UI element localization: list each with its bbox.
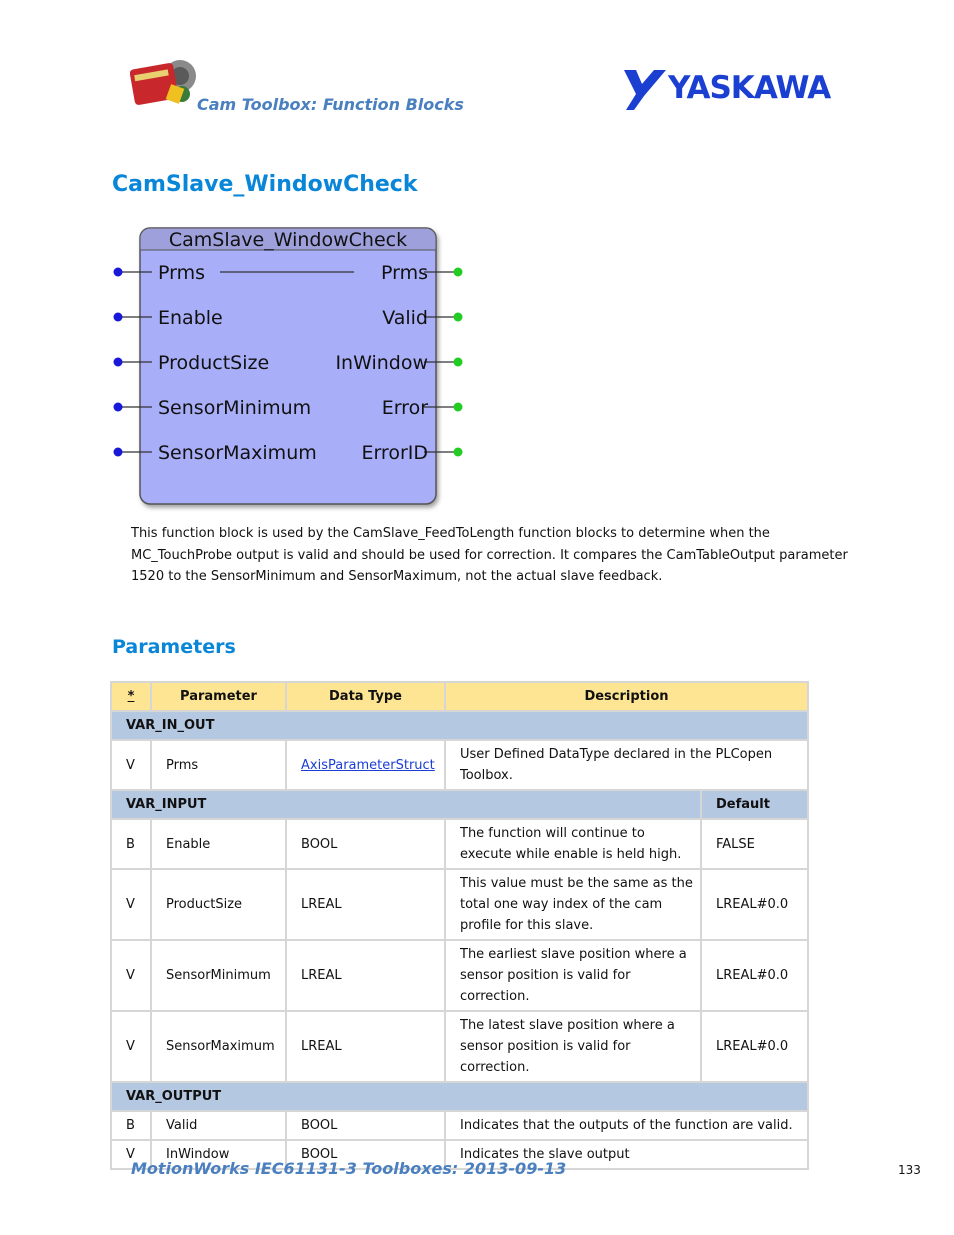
intro-line: MC_TouchProbe output is valid and should be used for correction. It compares the CamTableOutput parameter bbox=[131, 547, 848, 563]
param-description: Indicates the slave output bbox=[445, 1140, 808, 1169]
param-description: User Defined DataType declared in the PLCopen Toolbox. bbox=[445, 740, 808, 790]
table-row bbox=[111, 940, 808, 1011]
footer-title: MotionWorks IEC61131-3 Toolboxes: 2013-09-13 bbox=[131, 1159, 567, 1178]
header-parameter: Parameter bbox=[151, 682, 286, 711]
param-type: BOOL bbox=[286, 819, 445, 869]
param-kind: V bbox=[111, 869, 151, 940]
table-header-row bbox=[111, 682, 808, 711]
param-kind: B bbox=[111, 1111, 151, 1140]
output-pin-label: ErrorID bbox=[361, 442, 428, 464]
section-row bbox=[111, 711, 808, 740]
header-description: Description bbox=[445, 682, 808, 711]
param-type: LREAL bbox=[286, 940, 445, 1011]
cam-toolbox-logo-icon bbox=[130, 56, 198, 108]
page-title: CamSlave_WindowCheck bbox=[112, 172, 418, 197]
param-description: This value must be the same as the total one way index of the cam profile for this slave. bbox=[445, 869, 701, 940]
output-pin-dot bbox=[454, 268, 463, 277]
page-number: 133 bbox=[898, 1163, 921, 1177]
header-star-label: * bbox=[127, 689, 135, 704]
header-default: Default bbox=[701, 790, 808, 819]
output-pin-dot bbox=[454, 448, 463, 457]
input-pin-dot bbox=[114, 268, 123, 277]
param-name: InWindow bbox=[151, 1140, 286, 1169]
param-name: Enable bbox=[151, 819, 286, 869]
header-data-type: Data Type bbox=[286, 682, 445, 711]
param-name: SensorMinimum bbox=[151, 940, 286, 1011]
param-kind: V bbox=[111, 740, 151, 790]
input-pin-dot bbox=[114, 403, 123, 412]
param-name: ProductSize bbox=[151, 869, 286, 940]
param-default: LREAL#0.0 bbox=[701, 1011, 808, 1082]
output-pin-label: Valid bbox=[382, 307, 428, 329]
param-type: BOOL bbox=[286, 1140, 445, 1169]
param-kind: V bbox=[111, 1011, 151, 1082]
input-pin-label: SensorMaximum bbox=[158, 442, 317, 464]
section-label: VAR_INPUT bbox=[111, 790, 701, 819]
output-pin-dot bbox=[454, 358, 463, 367]
yaskawa-logo bbox=[622, 66, 844, 112]
function-block-diagram bbox=[108, 222, 478, 512]
intro-text bbox=[131, 523, 851, 588]
section-row bbox=[111, 1082, 808, 1111]
section-label: VAR_IN_OUT bbox=[111, 711, 808, 740]
param-name: SensorMaximum bbox=[151, 1011, 286, 1082]
section-label: VAR_OUTPUT bbox=[111, 1082, 808, 1111]
param-type-link[interactable]: AxisParameterStruct bbox=[301, 757, 435, 773]
intro-line: This function block is used by the CamSlave_FeedToLength function blocks to determine when the bbox=[131, 526, 770, 541]
table-row bbox=[111, 869, 808, 940]
parameters-heading: Parameters bbox=[112, 636, 236, 658]
param-type bbox=[286, 740, 445, 790]
parameter-table bbox=[110, 681, 809, 1170]
param-kind: B bbox=[111, 819, 151, 869]
header-title: Cam Toolbox: Function Blocks bbox=[197, 95, 464, 114]
header-star bbox=[111, 682, 151, 711]
block-title: CamSlave_WindowCheck bbox=[168, 229, 408, 251]
input-pin-dot bbox=[114, 358, 123, 367]
table-row bbox=[111, 1111, 808, 1140]
table-row bbox=[111, 819, 808, 869]
param-type: LREAL bbox=[286, 869, 445, 940]
param-description: The latest slave position where a sensor position is valid for correction. bbox=[445, 1011, 701, 1082]
output-pin-label: Error bbox=[381, 397, 428, 419]
output-pin-label: InWindow bbox=[335, 352, 428, 374]
param-kind: V bbox=[111, 1140, 151, 1169]
table-row bbox=[111, 1011, 808, 1082]
input-pin-dot bbox=[114, 448, 123, 457]
param-type: LREAL bbox=[286, 1011, 445, 1082]
intro-line: 1520 to the SensorMinimum and SensorMaximum, not the actual slave feedback. bbox=[131, 569, 663, 584]
param-default: LREAL#0.0 bbox=[701, 940, 808, 1011]
section-row bbox=[111, 790, 808, 819]
input-pin-label: ProductSize bbox=[158, 352, 270, 374]
param-default: FALSE bbox=[701, 819, 808, 869]
input-pin-label: Enable bbox=[158, 307, 223, 329]
param-name: Prms bbox=[151, 740, 286, 790]
output-pin-dot bbox=[454, 403, 463, 412]
param-description: Indicates that the outputs of the function are valid. bbox=[445, 1111, 808, 1140]
input-pin-label: SensorMinimum bbox=[158, 397, 312, 419]
param-name: Valid bbox=[151, 1111, 286, 1140]
param-description: The function will continue to execute while enable is held high. bbox=[445, 819, 701, 869]
param-description: The earliest slave position where a sensor position is valid for correction. bbox=[445, 940, 701, 1011]
brand-text: YASKAWA bbox=[668, 70, 831, 106]
param-kind: V bbox=[111, 940, 151, 1011]
input-pin-dot bbox=[114, 313, 123, 322]
param-default: LREAL#0.0 bbox=[701, 869, 808, 940]
output-pin-label: Prms bbox=[380, 262, 428, 284]
param-type: BOOL bbox=[286, 1111, 445, 1140]
table-row bbox=[111, 740, 808, 790]
input-pin-label: Prms bbox=[158, 262, 206, 284]
output-pin-dot bbox=[454, 313, 463, 322]
